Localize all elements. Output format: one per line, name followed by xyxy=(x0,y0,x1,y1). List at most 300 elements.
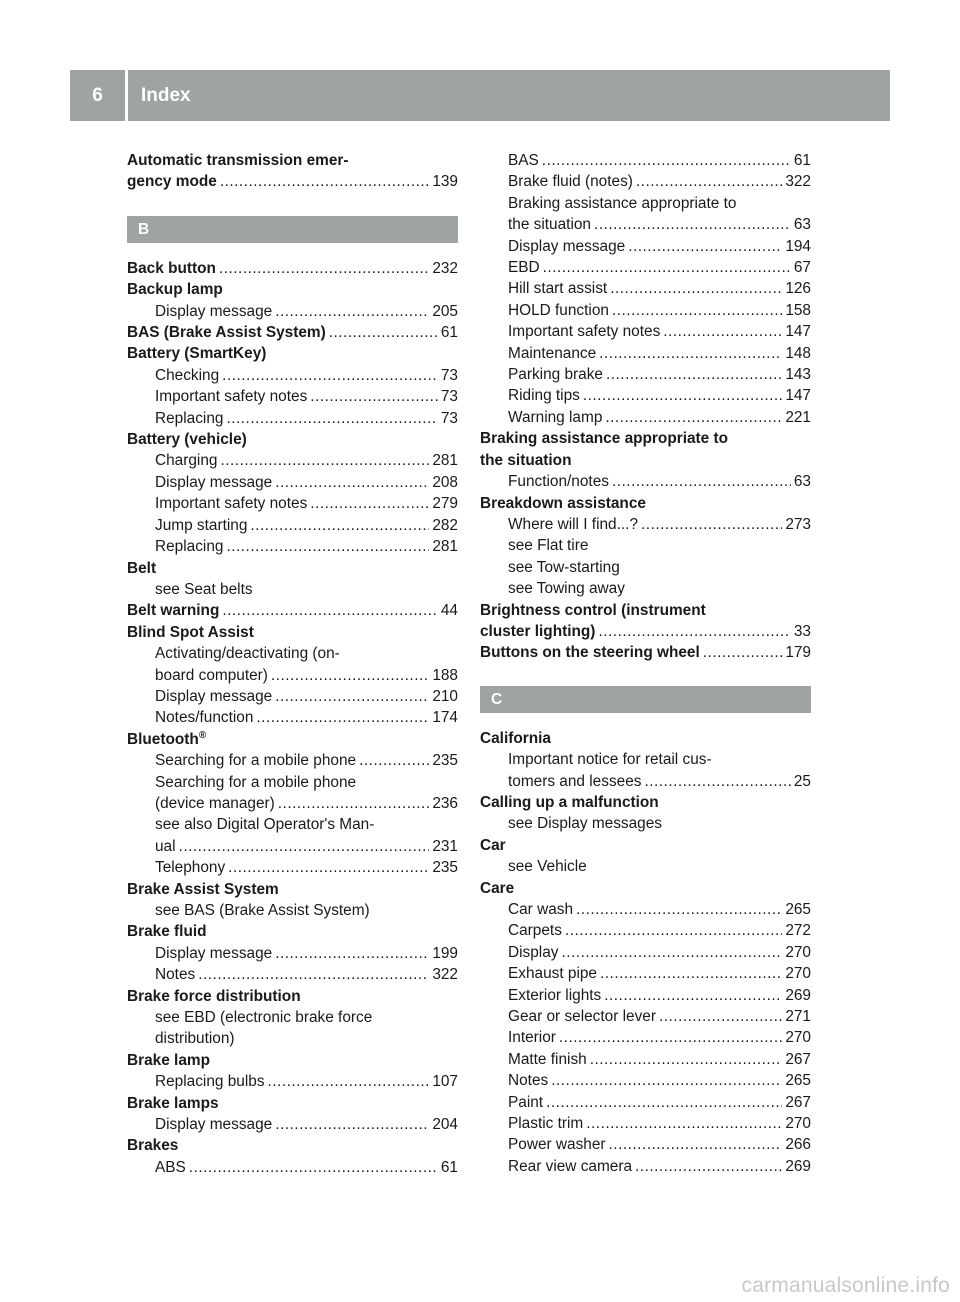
index-column-right xyxy=(480,150,811,1177)
entry-text: Gear or selector lever xyxy=(508,1008,656,1026)
page-ref[interactable]: 25 xyxy=(793,772,811,790)
dot-leader xyxy=(310,386,438,407)
index-subentry[interactable] xyxy=(480,278,811,299)
index-subentry[interactable] xyxy=(480,920,811,941)
index-subentry[interactable] xyxy=(480,771,811,792)
index-subentry[interactable] xyxy=(480,899,811,920)
entry-text: Riding tips xyxy=(508,387,580,405)
index-heading[interactable] xyxy=(127,258,458,279)
dot-leader xyxy=(606,364,782,385)
dot-leader xyxy=(198,964,429,985)
entry-text: Battery (SmartKey) xyxy=(127,345,267,363)
index-subentry[interactable] xyxy=(127,365,458,386)
index-subentry[interactable] xyxy=(127,472,458,493)
index-heading xyxy=(127,1050,458,1071)
index-subentry[interactable] xyxy=(480,364,811,385)
page-ref[interactable]: 194 xyxy=(785,237,811,255)
entry-text: Carpets xyxy=(508,922,562,940)
page-ref[interactable]: 205 xyxy=(432,302,458,320)
dot-leader xyxy=(543,257,791,278)
page-ref[interactable]: 44 xyxy=(440,602,458,620)
entry-text: Automatic transmission emer- xyxy=(127,152,349,169)
index-subentry[interactable] xyxy=(127,964,458,985)
index-subentry xyxy=(127,772,458,793)
entry-text: Display message xyxy=(508,237,626,255)
dot-leader xyxy=(612,471,791,492)
page-ref[interactable]: 235 xyxy=(432,859,458,877)
index-subentry xyxy=(480,749,811,770)
entry-text: Function/notes xyxy=(508,473,609,491)
index-subentry[interactable] xyxy=(127,686,458,707)
dot-leader xyxy=(641,514,782,535)
page-ref[interactable]: 267 xyxy=(785,1093,811,1111)
entry-text: gency mode xyxy=(127,173,217,191)
dot-leader xyxy=(226,536,429,557)
index-heading xyxy=(127,1135,458,1156)
index-heading xyxy=(480,493,811,514)
entry-text: Brake Assist System xyxy=(127,880,279,898)
entry-text: Display message xyxy=(155,944,273,962)
entry-text: EBD xyxy=(508,259,540,277)
index-subentry[interactable] xyxy=(480,171,811,192)
registered-mark: ® xyxy=(198,729,207,741)
index-subentry xyxy=(127,1028,458,1049)
index-subentry[interactable] xyxy=(480,343,811,364)
dot-leader xyxy=(583,385,782,406)
index-subentry[interactable] xyxy=(127,386,458,407)
entry-text: Activating/deactivating (on- xyxy=(155,645,340,663)
index-heading xyxy=(127,558,458,579)
page-ref[interactable]: 210 xyxy=(432,687,458,705)
index-subentry[interactable] xyxy=(127,836,458,857)
entry-text: see also Digital Operator's Man- xyxy=(155,816,375,834)
page-ref[interactable]: 272 xyxy=(785,922,811,940)
index-subentry xyxy=(127,579,458,600)
index-subentry[interactable] xyxy=(127,943,458,964)
index-subentry[interactable] xyxy=(480,385,811,406)
dot-leader xyxy=(576,899,782,920)
index-subentry[interactable] xyxy=(480,300,811,321)
header-divider xyxy=(125,70,128,121)
index-heading xyxy=(127,429,458,450)
entry-text: see Flat tire xyxy=(508,537,589,555)
page-ref[interactable]: 269 xyxy=(785,986,811,1004)
page-ref[interactable]: 270 xyxy=(785,965,811,983)
index-heading xyxy=(480,835,811,856)
dot-leader xyxy=(594,214,791,235)
index-heading xyxy=(127,879,458,900)
index-heading xyxy=(127,343,458,364)
index-heading xyxy=(127,279,458,300)
page-ref[interactable]: 270 xyxy=(785,1115,811,1133)
index-subentry xyxy=(127,643,458,664)
index-subentry[interactable] xyxy=(127,857,458,878)
entry-text: the situation xyxy=(508,216,591,234)
dot-leader xyxy=(359,750,429,771)
dot-leader xyxy=(222,600,438,621)
index-heading xyxy=(127,986,458,1007)
page-ref[interactable]: 322 xyxy=(432,966,458,984)
index-subentry[interactable] xyxy=(480,1049,811,1070)
page-ref[interactable]: 208 xyxy=(432,473,458,491)
index-subentry xyxy=(480,557,811,578)
index-subentry[interactable] xyxy=(480,214,811,235)
page-ref[interactable]: 279 xyxy=(432,495,458,513)
entry-text: Rear view camera xyxy=(508,1157,633,1175)
entry-text: Car xyxy=(480,836,506,854)
dot-leader xyxy=(565,920,782,941)
page-ref[interactable]: 143 xyxy=(785,366,811,384)
index-subentry[interactable] xyxy=(127,750,458,771)
index-subentry[interactable] xyxy=(480,257,811,278)
dot-leader xyxy=(275,472,429,493)
index-subentry[interactable] xyxy=(480,150,811,171)
page-title: Index xyxy=(141,85,191,106)
dot-leader xyxy=(275,943,429,964)
index-subentry[interactable] xyxy=(127,707,458,728)
entry-text: see EBD (electronic brake force xyxy=(155,1009,373,1027)
page-ref[interactable]: 147 xyxy=(785,323,811,341)
index-subentry[interactable] xyxy=(480,1070,811,1091)
entry-text: Car wash xyxy=(508,901,574,918)
index-heading[interactable] xyxy=(127,171,458,192)
index-subentry xyxy=(480,535,811,556)
dot-leader xyxy=(219,258,429,279)
index-heading xyxy=(127,150,458,171)
index-subentry[interactable] xyxy=(127,1157,458,1178)
dot-leader xyxy=(278,793,430,814)
dot-leader xyxy=(268,1071,430,1092)
entry-text: Brake fluid xyxy=(127,923,207,941)
header-bar xyxy=(70,70,890,121)
index-subentry[interactable] xyxy=(480,985,811,1006)
entry-text: Bluetooth® xyxy=(127,729,207,748)
index-column-left xyxy=(127,150,458,1178)
entry-text: Warning lamp xyxy=(508,408,603,426)
page-ref[interactable]: 73 xyxy=(440,366,458,384)
entry-text: see BAS (Brake Assist System) xyxy=(155,902,370,919)
index-subentry xyxy=(480,578,811,599)
entry-text: Calling up a malfunction xyxy=(480,793,659,811)
entry-text: Notes/function xyxy=(155,709,254,727)
index-heading[interactable] xyxy=(480,621,811,642)
page-ref[interactable]: 61 xyxy=(793,152,811,169)
entry-text: Backup lamp xyxy=(127,281,223,299)
page-ref[interactable]: 73 xyxy=(440,409,458,427)
dot-leader xyxy=(605,407,782,428)
index-subentry[interactable] xyxy=(127,1114,458,1135)
page-ref[interactable]: 281 xyxy=(432,452,458,470)
page-ref[interactable]: 232 xyxy=(432,259,458,277)
index-subentry[interactable] xyxy=(480,514,811,535)
entry-text: Brake force distribution xyxy=(127,987,301,1005)
entry-text: Buttons on the steering wheel xyxy=(480,644,700,662)
dot-leader xyxy=(275,686,429,707)
entry-text: see Seat belts xyxy=(155,580,253,598)
entry-text: Care xyxy=(480,879,515,897)
entry-text: see Vehicle xyxy=(508,858,587,876)
page-ref[interactable]: 265 xyxy=(785,901,811,918)
page-ref[interactable]: 204 xyxy=(432,1116,458,1134)
dot-leader xyxy=(604,985,782,1006)
page-ref[interactable]: 147 xyxy=(785,387,811,405)
dot-leader xyxy=(598,621,790,642)
dot-leader xyxy=(228,857,429,878)
entry-text: ABS xyxy=(155,1158,186,1176)
index-subentry[interactable] xyxy=(127,536,458,557)
dot-leader xyxy=(222,365,438,386)
dot-leader xyxy=(703,642,783,663)
index-subentry[interactable] xyxy=(480,1092,811,1113)
entry-text: Brightness control (instrument xyxy=(480,601,706,619)
entry-text: Important safety notes xyxy=(155,388,308,406)
index-heading[interactable] xyxy=(127,600,458,621)
entry-text: Battery (vehicle) xyxy=(127,431,247,449)
dot-leader xyxy=(610,278,782,299)
index-subentry xyxy=(480,813,811,834)
entry-text: Brake fluid (notes) xyxy=(508,173,633,191)
index-subentry[interactable] xyxy=(480,1027,811,1048)
dot-leader xyxy=(220,450,429,471)
section-letter-b: B xyxy=(127,216,458,243)
entry-text: tomers and lessees xyxy=(508,772,642,790)
index-heading[interactable] xyxy=(127,322,458,343)
dot-leader xyxy=(226,408,437,429)
index-heading xyxy=(480,450,811,471)
dot-leader xyxy=(599,343,782,364)
entry-text: Display message xyxy=(155,687,273,705)
dot-leader xyxy=(542,150,791,171)
page-ref[interactable]: 199 xyxy=(432,944,458,962)
page-ref[interactable]: 235 xyxy=(432,752,458,770)
index-subentry[interactable] xyxy=(480,1113,811,1134)
entry-text: Interior xyxy=(508,1029,556,1047)
entry-text: HOLD function xyxy=(508,301,609,319)
entry-text: ual xyxy=(155,837,176,855)
entry-text: Plastic trim xyxy=(508,1115,584,1133)
section-letter-c: C xyxy=(480,686,811,713)
page-ref[interactable]: 270 xyxy=(785,943,811,961)
dot-leader xyxy=(271,665,429,686)
entry-text: Display message xyxy=(155,1116,273,1134)
entry-text: Checking xyxy=(155,366,220,384)
entry-text: Notes xyxy=(508,1072,549,1090)
index-subentry[interactable] xyxy=(127,793,458,814)
dot-leader xyxy=(659,1006,782,1027)
entry-text: Display xyxy=(508,943,559,961)
dot-leader xyxy=(551,1070,782,1091)
index-subentry[interactable] xyxy=(127,408,458,429)
page-ref[interactable]: 126 xyxy=(785,280,811,298)
entry-text: BAS xyxy=(508,152,539,169)
dot-leader xyxy=(250,515,429,536)
entry-text: California xyxy=(480,729,551,747)
entry-text: Breakdown assistance xyxy=(480,494,646,512)
dot-leader xyxy=(329,322,438,343)
index-subentry xyxy=(480,856,811,877)
index-subentry[interactable] xyxy=(480,1134,811,1155)
page-ref[interactable]: 174 xyxy=(432,709,458,727)
page-ref[interactable]: 63 xyxy=(793,216,811,234)
index-subentry xyxy=(127,900,458,921)
page-ref[interactable]: 67 xyxy=(793,259,811,277)
index-heading xyxy=(480,728,811,749)
page-ref[interactable]: 271 xyxy=(785,1008,811,1026)
index-heading xyxy=(480,792,811,813)
entry-text: Searching for a mobile phone xyxy=(155,752,357,770)
entry-text: Important notice for retail cus- xyxy=(508,751,712,769)
dot-leader xyxy=(220,171,430,192)
index-subentry[interactable] xyxy=(480,1006,811,1027)
entry-text: Notes xyxy=(155,966,196,984)
index-subentry[interactable] xyxy=(127,515,458,536)
page-ref[interactable]: 148 xyxy=(785,344,811,362)
entry-text: Braking assistance appropriate to xyxy=(480,430,729,448)
dot-leader xyxy=(628,236,782,257)
entry-text: Where will I find...? xyxy=(508,515,639,533)
entry-text: Charging xyxy=(155,452,218,470)
index-heading xyxy=(480,428,811,449)
dot-leader xyxy=(600,963,782,984)
index-subentry[interactable] xyxy=(127,665,458,686)
entry-text: Paint xyxy=(508,1093,544,1111)
entry-text: Belt warning xyxy=(127,602,220,620)
entry-text: Important safety notes xyxy=(155,495,308,513)
page-ref[interactable]: 267 xyxy=(785,1050,811,1068)
entry-text: Display message xyxy=(155,302,273,320)
index-subentry[interactable] xyxy=(127,450,458,471)
index-subentry[interactable] xyxy=(480,1156,811,1177)
entry-text: Matte finish xyxy=(508,1050,587,1068)
entry-text: see Towing away xyxy=(508,580,625,598)
entry-text: Exhaust pipe xyxy=(508,965,597,983)
index-heading xyxy=(127,921,458,942)
index-heading xyxy=(480,600,811,621)
entry-text: Brake lamps xyxy=(127,1094,219,1112)
entry-text: cluster lighting) xyxy=(480,622,596,640)
index-heading xyxy=(127,622,458,643)
index-subentry[interactable] xyxy=(480,471,811,492)
index-subentry xyxy=(127,1007,458,1028)
dot-leader xyxy=(275,301,429,322)
index-subentry[interactable] xyxy=(480,942,811,963)
dot-leader xyxy=(256,707,429,728)
page-ref[interactable]: 266 xyxy=(785,1136,811,1154)
page-ref[interactable]: 179 xyxy=(785,644,811,662)
entry-text: Replacing xyxy=(155,538,224,556)
entry-text: Belt xyxy=(127,559,157,577)
page-ref[interactable]: 63 xyxy=(793,473,811,491)
dot-leader xyxy=(586,1113,782,1134)
entry-text: Brake lamp xyxy=(127,1051,210,1069)
page-ref[interactable]: 282 xyxy=(432,516,458,534)
entry-text: Parking brake xyxy=(508,366,603,384)
page-number: 6 xyxy=(92,84,103,106)
entry-text: distribution) xyxy=(155,1030,235,1048)
dot-leader xyxy=(663,321,782,342)
index-heading[interactable] xyxy=(480,642,811,663)
entry-text: see Display messages xyxy=(508,815,662,833)
page-ref[interactable]: 236 xyxy=(432,794,458,812)
dot-leader xyxy=(310,493,429,514)
page-ref[interactable]: 188 xyxy=(432,666,458,684)
entry-text: Blind Spot Assist xyxy=(127,623,254,641)
page-ref[interactable]: 322 xyxy=(785,173,811,191)
dot-leader xyxy=(590,1049,783,1070)
page-ref[interactable]: 33 xyxy=(793,622,811,640)
entry-text: Important safety notes xyxy=(508,323,661,341)
page-ref[interactable]: 107 xyxy=(432,1073,458,1091)
dot-leader xyxy=(612,300,782,321)
entry-text: Hill start assist xyxy=(508,280,608,298)
index-subentry[interactable] xyxy=(480,236,811,257)
page-ref[interactable]: 281 xyxy=(432,538,458,556)
dot-leader xyxy=(275,1114,429,1135)
entry-text: see Tow-starting xyxy=(508,558,620,576)
entry-text: Replacing bulbs xyxy=(155,1073,265,1091)
entry-text: BAS (Brake Assist System) xyxy=(127,324,326,342)
page-ref[interactable]: 61 xyxy=(440,1158,458,1176)
entry-text: Exterior lights xyxy=(508,986,602,1004)
entry-text: Power washer xyxy=(508,1136,606,1154)
index-subentry[interactable] xyxy=(127,301,458,322)
dot-leader xyxy=(561,942,782,963)
dot-leader xyxy=(644,771,790,792)
entry-text: Replacing xyxy=(155,409,224,427)
index-subentry[interactable] xyxy=(480,963,811,984)
dot-leader xyxy=(179,836,430,857)
dot-leader xyxy=(609,1134,783,1155)
index-subentry xyxy=(127,814,458,835)
index-heading xyxy=(480,878,811,899)
entry-text: Telephony xyxy=(155,859,226,877)
entry-text: Display message xyxy=(155,473,273,491)
entry-text: Back button xyxy=(127,259,216,277)
dot-leader xyxy=(189,1157,438,1178)
entry-text: the situation xyxy=(480,451,572,469)
page-ref[interactable]: 273 xyxy=(785,515,811,533)
index-subentry xyxy=(480,193,811,214)
dot-leader xyxy=(635,1156,782,1177)
dot-leader xyxy=(559,1027,782,1048)
entry-text: Brakes xyxy=(127,1137,179,1155)
page-ref[interactable]: 265 xyxy=(785,1072,811,1090)
entry-text: Maintenance xyxy=(508,344,597,362)
page-ref[interactable]: 139 xyxy=(432,173,458,191)
entry-text: Jump starting xyxy=(155,516,248,534)
page-ref[interactable]: 61 xyxy=(440,324,458,342)
entry-text: (device manager) xyxy=(155,794,275,812)
page-ref[interactable]: 269 xyxy=(785,1157,811,1175)
index-heading xyxy=(127,1093,458,1114)
entry-text: Searching for a mobile phone xyxy=(155,773,357,791)
page-ref[interactable]: 270 xyxy=(785,1029,811,1047)
page-ref[interactable]: 231 xyxy=(432,837,458,855)
dot-leader xyxy=(636,171,782,192)
index-subentry[interactable] xyxy=(127,493,458,514)
page-ref[interactable]: 158 xyxy=(785,301,811,319)
entry-text: board computer) xyxy=(155,666,268,684)
index-heading xyxy=(127,729,458,750)
index-subentry[interactable] xyxy=(480,407,811,428)
page-ref[interactable]: 73 xyxy=(440,388,458,406)
page-ref[interactable]: 221 xyxy=(785,408,811,426)
index-subentry[interactable] xyxy=(480,321,811,342)
dot-leader xyxy=(546,1092,782,1113)
entry-text: Braking assistance appropriate to xyxy=(508,194,737,212)
index-subentry[interactable] xyxy=(127,1071,458,1092)
watermark: carmanualsonline.info xyxy=(741,1274,950,1297)
